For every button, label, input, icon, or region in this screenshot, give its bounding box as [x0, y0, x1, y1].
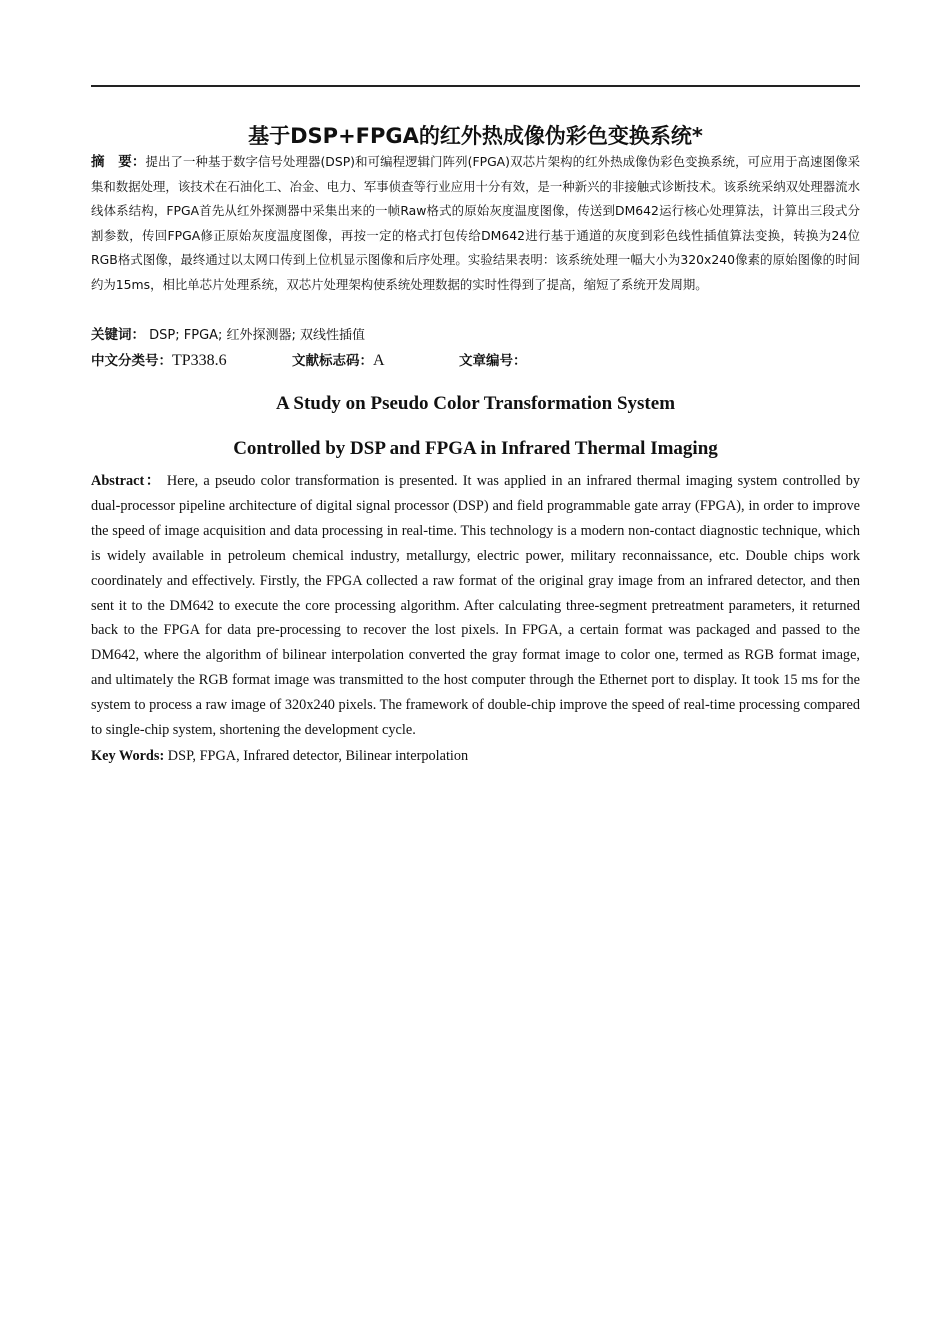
english-title-line-2: Controlled by DSP and FPGA in Infrared Thermal Imaging — [233, 438, 718, 459]
english-keywords-label: Key Words: — [91, 748, 165, 764]
document-code-value: A — [373, 352, 385, 369]
english-abstract — [91, 469, 860, 743]
chinese-abstract — [91, 150, 860, 297]
chinese-keywords-text: DSP; FPGA; 红外探测器; 双线性插值 — [145, 328, 366, 343]
document-code — [292, 349, 385, 373]
english-keywords — [91, 744, 860, 768]
document-code-label: 文献标志码： — [292, 353, 373, 369]
english-abstract-text: Here, a pseudo color transformation is presented. It was applied in an infrared thermal imaging system controlled by dual-processor pipeline architecture of digital signal processor (DSP) and field programmable gate array (FPGA), in order to improve the speed of image acquisition and data processing in real-time. This technology is a modern non-contact diagnostic technique, which is widely available in petroleum chemical industry, metallurgy, electric power, military reconnaissance, etc. Double chips work coordinately and effectively. Firstly, the FPGA collected a raw format of the original gray image from an infrared detector, and then sent it to the DM642 to execute the core processing algorithm. After calculating three-segment pretreatment parameters, it returned back to the FPGA for data pre-processing to recover the lost pixels. In FPGA, a certain format was packaged and passed to the DM642, where the algorithm of bilinear interpolation converted the gray format image to color one, termed as RGB format image, and ultimately the RGB format image was transmitted to the host computer through the Ethernet port to display. It took 15 ms for the system to process a raw image of 320x240 pixels. The framework of double-chip improve the speed of real-time processing compared to single-chip system, shortening the development cycle. — [91, 473, 861, 739]
classification-number-label: 中文分类号： — [91, 353, 172, 369]
classification-number-value: TP338.6 — [172, 352, 227, 369]
article-number — [459, 349, 527, 373]
article-number-label: 文章编号： — [459, 353, 527, 369]
chinese-title: 基于DSP+FPGA的红外热成像伪彩色变换系统* — [248, 124, 703, 148]
chinese-abstract-label: 摘 要： — [91, 154, 146, 170]
english-abstract-label: Abstract： — [91, 473, 162, 489]
chinese-keywords — [91, 324, 860, 347]
header-rule — [91, 85, 860, 87]
classification-number — [91, 349, 227, 373]
chinese-keywords-label: 关键词： — [91, 327, 145, 343]
chinese-classification-line — [91, 349, 860, 373]
english-title-line-1: A Study on Pseudo Color Transformation System — [275, 393, 676, 414]
chinese-abstract-text: 提出了一种基于数字信号处理器(DSP)和可编程逻辑门阵列(FPGA)双芯片架构的红外热成像伪彩色变换系统，可应用于高速图像采集和数据处理，该技术在石油化工、冶金、电力、军事侦查等行业应用十分有效，是一种新兴的非接触式诊断技术。该系统采纳双处理器流水线体系结构，FPGA首先从红外探测器中采集出来的一帧Raw格式的原始灰度温度图像，传送到DM642运行核心处理算法，计算出三段式分割参数，传回FPGA修正原始灰度温度图像，再按一定的格式打包传给DM642进行基于通道的灰度到彩色线性插值算法变换，转换为24位RGB格式图像，最终通过以太网口传到上位机显示图像和后序处理。实验结果表明：该系统处理一幅大小为320x240像素的原始图像的时间约为15ms，相比单芯片处理系统，双芯片处理架构使系统处理数据的实时性得到了提高，缩短了系统开发周期。 — [91, 154, 861, 292]
english-keywords-text: DSP, FPGA, Infrared detector, Bilinear interpolation — [164, 748, 469, 764]
